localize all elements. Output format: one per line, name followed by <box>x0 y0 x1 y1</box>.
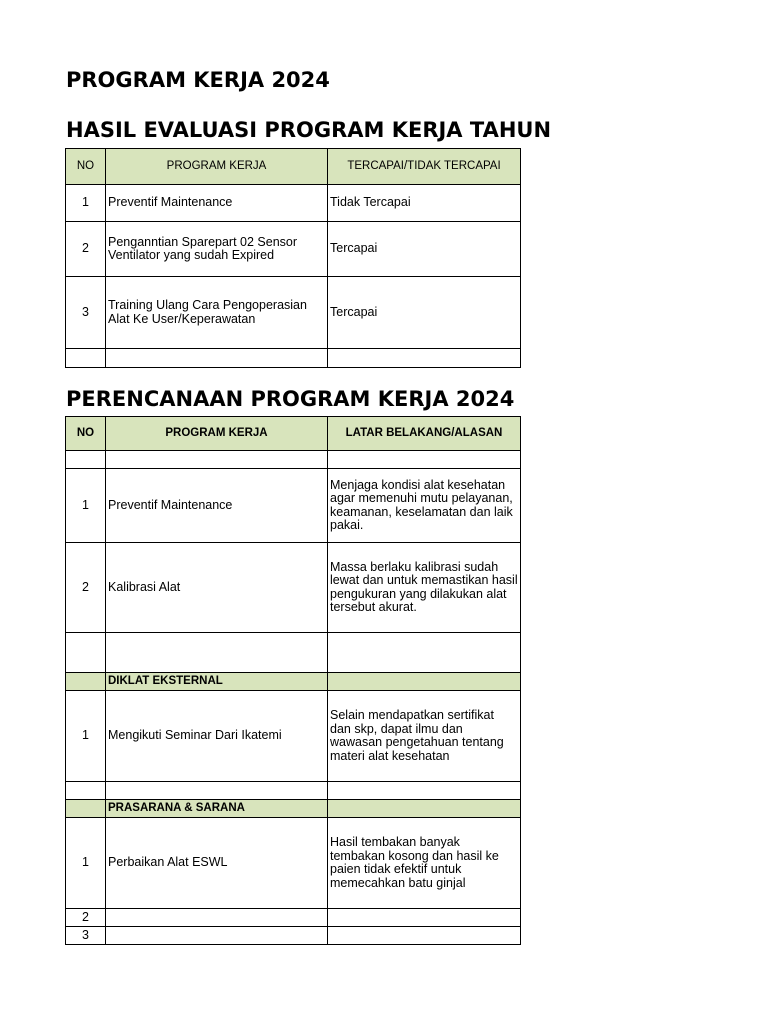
section-label: DIKLAT EKSTERNAL <box>106 673 328 691</box>
status-cell: Tercapai <box>328 277 521 349</box>
row-number: 3 <box>66 927 106 945</box>
program-cell: Mengikuti Seminar Dari Ikatemi <box>106 691 328 782</box>
table-row <box>66 469 521 543</box>
page-title: PROGRAM KERJA 2024 <box>66 68 330 92</box>
row-number: 1 <box>66 185 106 222</box>
program-cell <box>106 909 328 927</box>
empty-cell <box>66 349 106 368</box>
empty-cell <box>66 673 106 691</box>
empty-cell <box>328 800 521 818</box>
empty-cell <box>328 782 521 800</box>
row-number: 1 <box>66 469 106 543</box>
section-row-prasarana-sarana <box>66 800 521 818</box>
empty-cell <box>328 633 521 673</box>
column-header-status: TERCAPAI/TIDAK TERCAPAI <box>328 149 521 185</box>
row-number: 2 <box>66 543 106 633</box>
empty-cell <box>328 349 521 368</box>
section-row-diklat-eksternal <box>66 673 521 691</box>
program-cell: Perbaikan Alat ESWL <box>106 818 328 909</box>
table-row <box>66 818 521 909</box>
reason-cell <box>328 909 521 927</box>
table-row <box>66 691 521 782</box>
empty-row <box>66 349 521 368</box>
empty-cell <box>66 782 106 800</box>
empty-cell <box>106 782 328 800</box>
planning-heading: PERENCANAAN PROGRAM KERJA 2024 <box>66 387 515 411</box>
reason-cell <box>328 927 521 945</box>
table-row <box>66 222 521 277</box>
empty-cell <box>66 800 106 818</box>
planning-table <box>65 416 521 945</box>
status-cell: Tidak Tercapai <box>328 185 521 222</box>
column-header-program: PROGRAM KERJA <box>106 149 328 185</box>
row-number: 2 <box>66 909 106 927</box>
reason-cell: Selain mendapatkan sertifikat dan skp, dapat ilmu dan wawasan pengetahuan tentang materi alat kesehatan <box>328 691 521 782</box>
section-label: PRASARANA & SARANA <box>106 800 328 818</box>
table-row <box>66 543 521 633</box>
empty-cell <box>106 451 328 469</box>
column-header-no: NO <box>66 417 106 451</box>
evaluation-table <box>65 148 521 368</box>
empty-cell <box>106 349 328 368</box>
empty-cell <box>66 451 106 469</box>
program-cell: Preventif Maintenance <box>106 185 328 222</box>
empty-cell <box>66 633 106 673</box>
column-header-reason: LATAR BELAKANG/ALASAN <box>328 417 521 451</box>
column-header-program: PROGRAM KERJA <box>106 417 328 451</box>
table-row <box>66 277 521 349</box>
table-header-row <box>66 149 521 185</box>
program-cell: Penganntian Sparepart 02 Sensor Ventilator yang sudah Expired <box>106 222 328 277</box>
reason-cell: Menjaga kondisi alat kesehatan agar memenuhi mutu pelayanan, keamanan, keselamatan dan laik pakai. <box>328 469 521 543</box>
empty-row <box>66 782 521 800</box>
table-row <box>66 909 521 927</box>
program-cell: Kalibrasi Alat <box>106 543 328 633</box>
evaluation-heading: HASIL EVALUASI PROGRAM KERJA TAHUN <box>66 118 552 142</box>
empty-cell <box>328 673 521 691</box>
row-number: 2 <box>66 222 106 277</box>
empty-cell <box>106 633 328 673</box>
table-row <box>66 185 521 222</box>
reason-cell: Hasil tembakan banyak tembakan kosong dan hasil ke paien tidak efektif untuk memecahkan batu ginjal <box>328 818 521 909</box>
row-number: 1 <box>66 691 106 782</box>
table-row <box>66 927 521 945</box>
column-header-no: NO <box>66 149 106 185</box>
table-header-row <box>66 417 521 451</box>
program-cell: Preventif Maintenance <box>106 469 328 543</box>
program-cell <box>106 927 328 945</box>
row-number: 1 <box>66 818 106 909</box>
empty-row <box>66 633 521 673</box>
program-cell: Training Ulang Cara Pengoperasian Alat Ke User/Keperawatan <box>106 277 328 349</box>
reason-cell: Massa berlaku kalibrasi sudah lewat dan untuk memastikan hasil pengukuran yang dilakukan alat tersebut akurat. <box>328 543 521 633</box>
empty-cell <box>328 451 521 469</box>
status-cell: Tercapai <box>328 222 521 277</box>
empty-row <box>66 451 521 469</box>
row-number: 3 <box>66 277 106 349</box>
